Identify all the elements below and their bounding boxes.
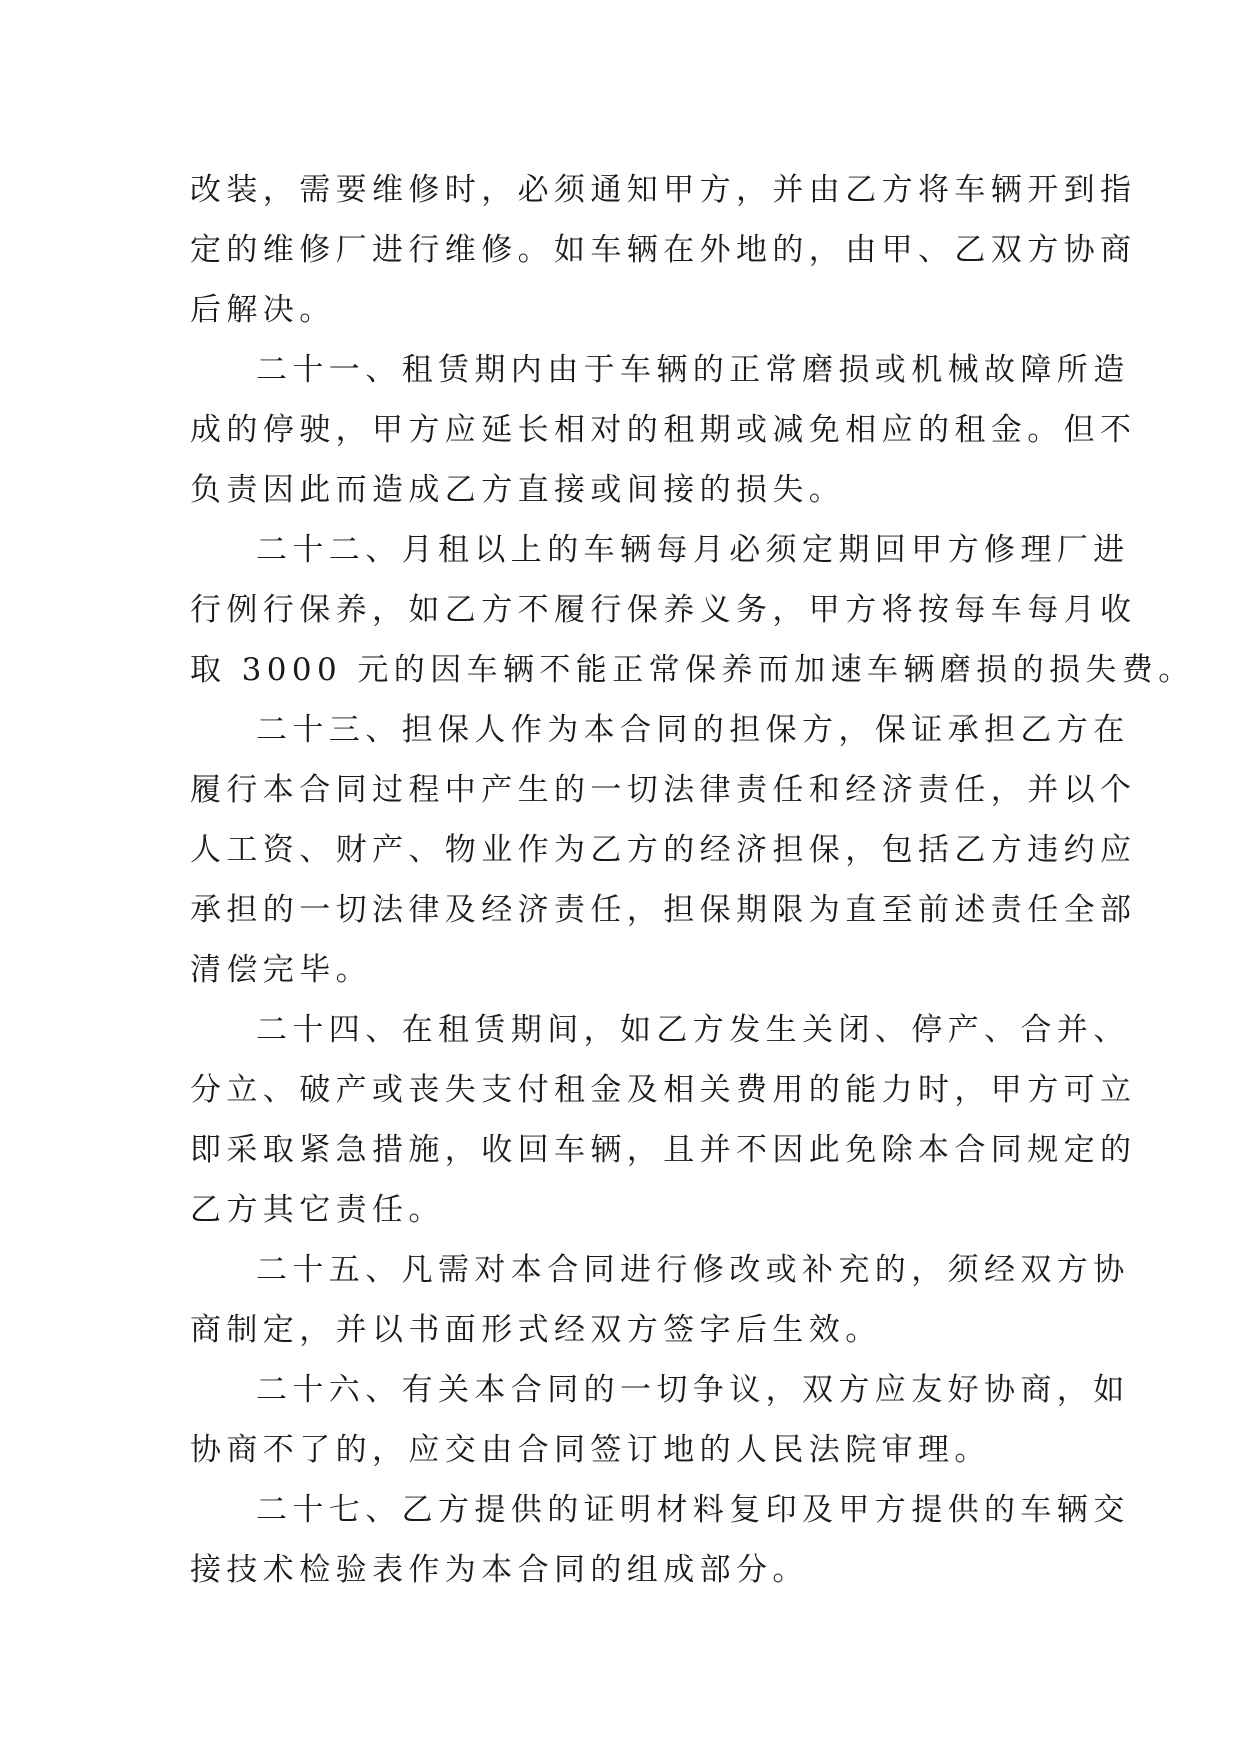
text-line: 清偿完毕。	[190, 952, 372, 988]
text-line: 即采取紧急措施，收回车辆，且并不因此免除本合同规定的	[190, 1132, 1137, 1168]
text-line: 二十五、凡需对本合同进行修改或补充的，须经双方协	[256, 1252, 1130, 1288]
text-line: 二十四、在租赁期间，如乙方发生关闭、停产、合并、	[256, 1012, 1130, 1048]
text-line: 二十二、月租以上的车辆每月必须定期回甲方修理厂进	[256, 532, 1130, 568]
text-line: 分立、破产或丧失支付租金及相关费用的能力时，甲方可立	[190, 1072, 1137, 1108]
clause-24	[190, 1000, 1137, 1240]
text-line: 二十六、有关本合同的一切争议，双方应友好协商，如	[256, 1372, 1130, 1408]
text-line: 负责因此而造成乙方直接或间接的损失。	[190, 472, 846, 508]
text-line: 行例行保养，如乙方不履行保养义务，甲方将按每车每月收	[190, 592, 1137, 628]
text-line: 改装，需要维修时，必须通知甲方，并由乙方将车辆开到指	[190, 172, 1137, 208]
clause-25	[190, 1240, 1130, 1360]
text-line: 接技术检验表作为本合同的组成部分。	[190, 1552, 809, 1588]
text-line: 二十三、担保人作为本合同的担保方，保证承担乙方在	[256, 712, 1130, 748]
clause-23	[190, 700, 1137, 1000]
text-line: 二十一、租赁期内由于车辆的正常磨损或机械故障所造	[256, 352, 1130, 388]
contract-text	[190, 160, 1195, 1600]
text-line: 二十七、乙方提供的证明材料复印及甲方提供的车辆交	[256, 1492, 1130, 1528]
text-line: 协商不了的，应交由合同签订地的人民法院审理。	[190, 1432, 991, 1468]
text-line: 定的维修厂进行维修。如车辆在外地的，由甲、乙双方协商	[190, 232, 1137, 268]
text-line: 后解决。	[190, 292, 336, 328]
text-line: 成的停驶，甲方应延长相对的租期或减免相应的租金。但不	[190, 412, 1137, 448]
text-line: 人工资、财产、物业作为乙方的经济担保，包括乙方违约应	[190, 832, 1137, 868]
paragraph-continuation	[190, 160, 1137, 340]
clause-21	[190, 340, 1137, 520]
text-line: 乙方其它责任。	[190, 1192, 445, 1228]
text-line: 履行本合同过程中产生的一切法律责任和经济责任，并以个	[190, 772, 1137, 808]
text-line: 承担的一切法律及经济责任，担保期限为直至前述责任全部	[190, 892, 1137, 928]
clause-22	[190, 520, 1195, 700]
clause-26	[190, 1360, 1130, 1480]
clause-27	[190, 1480, 1130, 1600]
text-line: 商制定，并以书面形式经双方签字后生效。	[190, 1312, 882, 1348]
text-line: 取 3000 元的因车辆不能正常保养而加速车辆磨损的损失费。	[190, 652, 1195, 688]
